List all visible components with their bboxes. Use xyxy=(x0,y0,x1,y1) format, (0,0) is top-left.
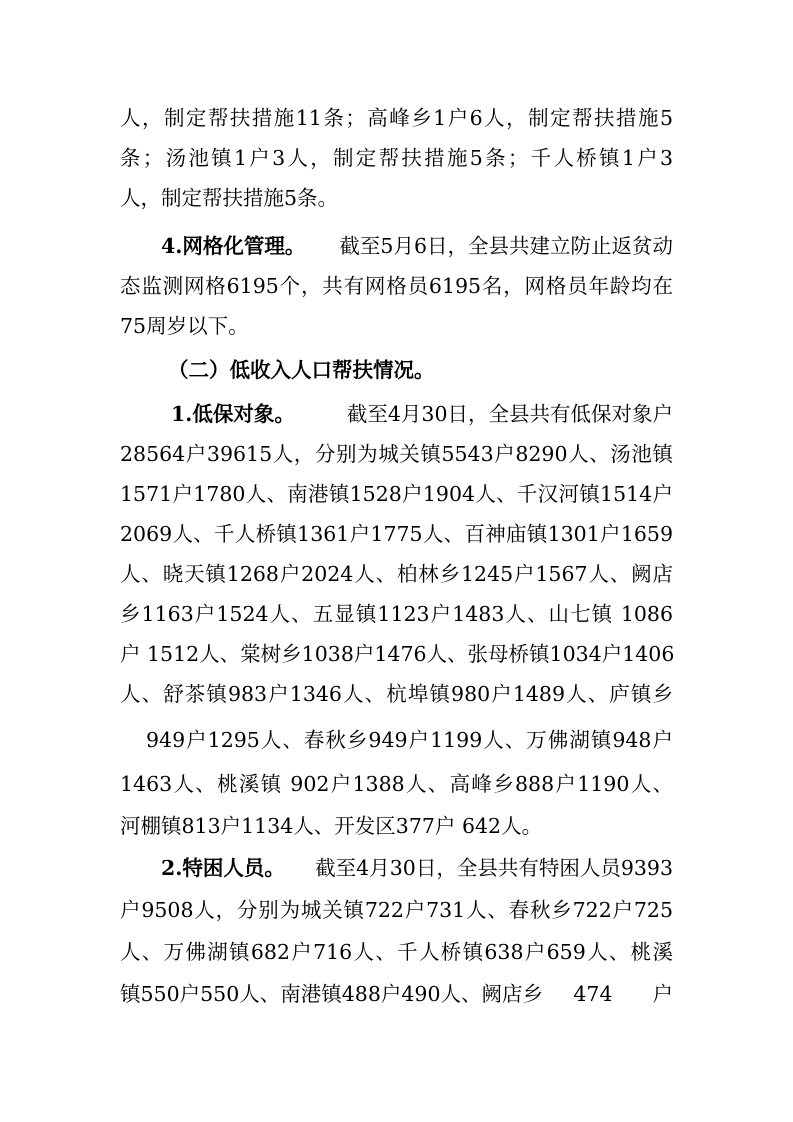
text-line: 人、晓天镇1268户2024人、柏林乡1245户1567人、阙店 xyxy=(120,562,673,586)
text-line: 户 1512人、棠树乡1038户1476人、张母桥镇1034户1406 xyxy=(120,642,675,666)
text-span: 474 xyxy=(573,982,613,1006)
text-span-group xyxy=(573,976,673,1012)
text-line: 人、万佛湖镇682户716人、千人桥镇638户659人、桃溪 xyxy=(120,940,673,964)
paragraph-subsistence xyxy=(171,396,673,432)
paragraph-extreme-poverty xyxy=(161,850,673,886)
text-line: 1571户1780人、南港镇1528户1904人、千汉河镇1514户 xyxy=(120,482,673,506)
text-span: 截至4月30日，全县共有特困人员9393 xyxy=(315,856,673,880)
text-span: 户 xyxy=(652,982,673,1006)
text-line: 条；汤池镇1户3人，制定帮扶措施5条；千人桥镇1户3 xyxy=(120,146,673,170)
text-span: 截至5月6日，全县共建立防止返贫动 xyxy=(339,234,673,258)
text-line: 75周岁以下。 xyxy=(120,314,249,338)
section-heading: 2.特困人员。 xyxy=(161,856,285,880)
section-heading: 4.网格化管理。 xyxy=(161,234,306,258)
text-line: 1463人、桃溪镇 902户1388人、高峰乡888户1190人、 xyxy=(120,772,673,796)
text-line xyxy=(120,976,673,1012)
paragraph-grid-management xyxy=(161,228,673,264)
section-heading-low-income: （二）低收入人口帮扶情况。 xyxy=(168,358,435,382)
text-line: 949户1295人、春秋乡949户1199人、万佛湖镇948户 xyxy=(146,728,673,752)
text-line: 人、舒茶镇983户1346人、杭埠镇980户1489人、庐镇乡 xyxy=(120,682,673,706)
text-span: 镇550户550人、南港镇488户490人、阙店乡 xyxy=(120,982,544,1006)
text-line: 态监测网格6195个，共有网格员6195名，网格员年龄均在 xyxy=(120,274,673,298)
text-line: 2069人、千人桥镇1361户1775人、百神庙镇1301户1659 xyxy=(120,522,673,546)
text-line: 人，制定帮扶措施11条；高峰乡1户6人，制定帮扶措施5 xyxy=(120,106,673,130)
section-heading: 1.低保对象。 xyxy=(171,402,295,426)
text-line: 28564户39615人，分别为城关镇5543户8290人、汤池镇 xyxy=(120,442,673,466)
text-span: 截至4月30日，全县共有低保对象户 xyxy=(346,402,673,426)
text-line: 人，制定帮扶措施5条。 xyxy=(120,186,339,210)
text-line: 乡1163户1524人、五显镇1123户1483人、山七镇 1086 xyxy=(120,602,673,626)
text-line: 河棚镇813户1134人、开发区377户 642人。 xyxy=(120,814,543,838)
text-line: 户9508人，分别为城关镇722户731人、春秋乡722户725 xyxy=(120,898,673,922)
